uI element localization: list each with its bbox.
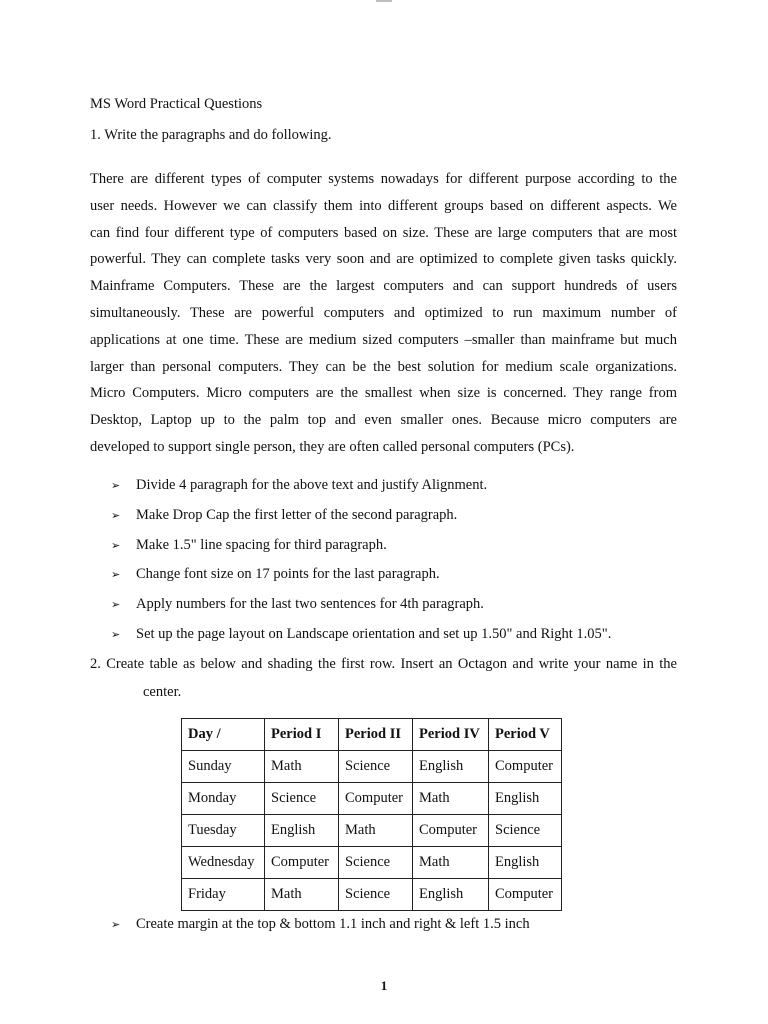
table-cell: Science [339,847,413,879]
paragraph-line: user needs. However we can classify them into different groups based on different aspects. We [90,197,677,214]
table-cell: Science [489,815,562,847]
paragraph-line: larger than personal computers. They can be the best solution for medium scale organizations. [90,358,677,375]
table-row [182,751,562,783]
table-cell: Math [413,847,489,879]
list-item [111,913,530,936]
list-item-text: Create margin at the top & bottom 1.1 inch and right & left 1.5 inch [136,916,530,932]
paragraph-line: Micro Computers. Micro computers are the smallest when size is concerned. They range from [90,385,677,402]
arrow-bullet-icon: ➢ [111,918,121,931]
table-cell: Tuesday [182,815,265,847]
table-cell: Math [339,815,413,847]
page-top-mark [376,0,392,2]
paragraph-line: There are different types of computer systems nowadays for different purpose according to the [90,171,677,187]
table-header-row [182,719,562,751]
list-item-text: Make 1.5" line spacing for third paragraph. [136,536,387,553]
table-cell: Sunday [182,751,265,783]
arrow-bullet-icon: ➢ [111,479,121,492]
table-row [182,879,562,911]
page-number: 1 [380,978,388,993]
table-cell: Computer [265,847,339,879]
question-2-line: center. [143,684,182,700]
list-item [111,534,611,564]
question-2-line: 2. Create table as below and shading the first row. Insert an Octagon and write your name in the [90,656,677,672]
table-cell: English [265,815,339,847]
table-cell: Monday [182,783,265,815]
table-cell: Computer [339,783,413,815]
table-row [182,847,562,879]
paragraph-line: powerful. They can complete tasks very soon and are optimized to complete given tasks quickly. [90,251,677,268]
body-paragraph [90,166,677,461]
table-cell: Math [265,751,339,783]
table-cell: Computer [413,815,489,847]
table-cell: Science [339,879,413,911]
table-cell: English [489,783,562,815]
paragraph-line: can find four different type of computers based on size. These are large computers that are most [90,224,677,241]
table-cell: Friday [182,879,265,911]
document-title: MS Word Practical Questions [90,96,263,112]
list-item [111,504,611,534]
list-item-text: Set up the page layout on Landscape orientation and set up 1.50" and Right 1.05". [136,625,612,642]
arrow-bullet-icon: ➢ [111,598,121,612]
table-cell: English [413,751,489,783]
table-cell: Math [265,879,339,911]
arrow-bullet-icon: ➢ [111,568,121,582]
table-cell: English [489,847,562,879]
list-item [111,474,611,504]
table-cell: Wednesday [182,847,265,879]
paragraph-line: developed to support single person, they are often called personal computers (PCs). [90,438,575,455]
table-header-cell: Period V [489,719,562,751]
question-1: 1. Write the paragraphs and do following. [90,127,332,143]
table-cell: Science [265,783,339,815]
arrow-bullet-icon: ➢ [111,508,121,522]
table-header-cell: Period II [339,719,413,751]
table-row [182,815,562,847]
table-header-cell: Period I [265,719,339,751]
paragraph-line: Desktop, Laptop up to the palm top and even smaller ones. Because micro computers are [90,412,677,429]
table-cell: English [413,879,489,911]
paragraph-line: applications at one time. These are medium sized computers –smaller than mainframe but much [90,331,677,348]
list-item-text: Change font size on 17 points for the last paragraph. [136,566,440,583]
list-item-text: Divide 4 paragraph for the above text and justify Alignment. [136,477,488,493]
table-row [182,783,562,815]
list-item [111,593,611,623]
table-cell: Computer [489,879,562,911]
task-list [111,474,611,653]
list-item [111,563,611,593]
table-cell: Science [339,751,413,783]
paragraph-line: Mainframe Computers. These are the largest computers and can support hundreds of users [90,278,677,295]
list-item-text: Apply numbers for the last two sentences for 4th paragraph. [136,596,484,613]
question-2 [90,653,677,700]
table-header-cell: Period IV [413,719,489,751]
table-header-cell: Day / [182,719,265,751]
timetable [181,718,562,911]
list-item [111,623,611,653]
table-cell: Computer [489,751,562,783]
table-cell: Math [413,783,489,815]
arrow-bullet-icon: ➢ [111,627,121,641]
paragraph-line: simultaneously. These are powerful computers and optimized to run maximum number of [90,304,677,321]
arrow-bullet-icon: ➢ [111,538,121,552]
list-item-text: Make Drop Cap the first letter of the second paragraph. [136,506,458,523]
